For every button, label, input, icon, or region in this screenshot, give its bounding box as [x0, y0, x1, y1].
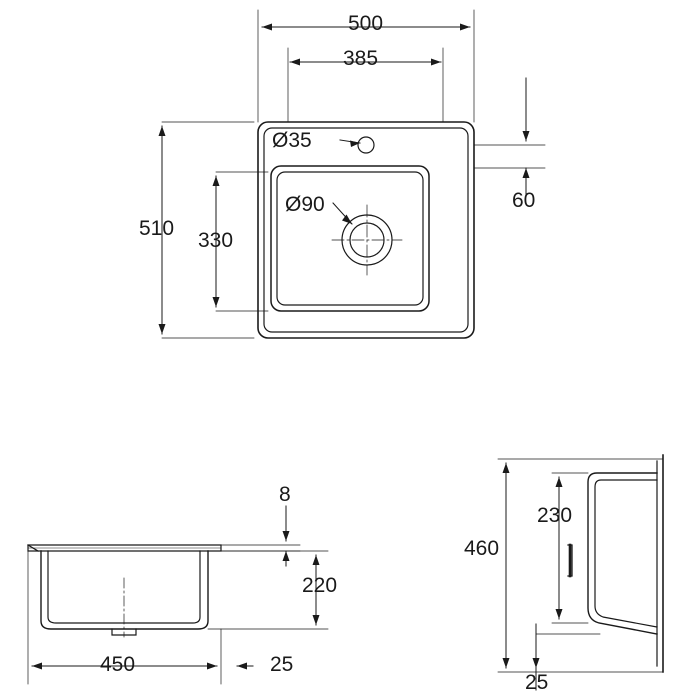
arrow-460-top — [503, 463, 510, 473]
arrow-460-bottom — [503, 658, 510, 668]
tap-hole — [358, 137, 374, 153]
front-bowl-outer — [41, 551, 208, 629]
arrow-8-bottom — [283, 551, 290, 561]
arrow-385-left — [290, 59, 300, 66]
arrow-waste-hole — [342, 215, 352, 225]
side-basin-outer — [588, 473, 657, 634]
arrow-450-left — [32, 663, 42, 670]
side-basin-inner — [595, 480, 657, 627]
arrow-60-bottom — [523, 168, 530, 178]
sink-rim-inner — [264, 128, 468, 332]
arrow-60-top — [523, 131, 530, 141]
label-bowl-inner-width: 450 — [100, 653, 136, 676]
arrow-330-bottom — [213, 297, 220, 307]
arrow-8-top — [283, 531, 290, 541]
arrow-25-left — [237, 663, 247, 670]
label-side-rim-offset: 25 — [525, 671, 549, 694]
label-side-bowl-depth: 230 — [537, 504, 573, 527]
arrow-230-top — [556, 477, 563, 487]
label-waste-hole-diameter: Ø90 — [285, 193, 325, 216]
arrow-385-right — [431, 59, 441, 66]
arrow-450-right — [207, 663, 217, 670]
label-rim-offset: 25 — [270, 653, 294, 676]
arrow-510-top — [159, 126, 166, 136]
label-rear-ledge: 60 — [512, 189, 536, 212]
label-overall-width: 500 — [348, 12, 384, 35]
arrow-510-bottom — [159, 324, 166, 334]
label-bowl-height: 220 — [302, 574, 338, 597]
arrow-330-top — [213, 176, 220, 186]
arrow-500-left — [262, 24, 272, 31]
label-overall-depth: 510 — [139, 217, 175, 240]
arrow-side25-top — [533, 658, 540, 668]
label-side-overall-depth: 460 — [464, 537, 500, 560]
arrow-220-bottom — [313, 615, 320, 625]
arrow-500-right — [460, 24, 470, 31]
label-tap-hole-diameter: Ø35 — [272, 129, 312, 152]
label-bowl-width-offset: 385 — [343, 47, 379, 70]
label-rim-thickness: 8 — [279, 483, 291, 506]
sink-outline — [258, 122, 474, 338]
arrow-220-top — [313, 555, 320, 565]
arrow-230-bottom — [556, 609, 563, 619]
label-bowl-depth: 330 — [198, 229, 234, 252]
